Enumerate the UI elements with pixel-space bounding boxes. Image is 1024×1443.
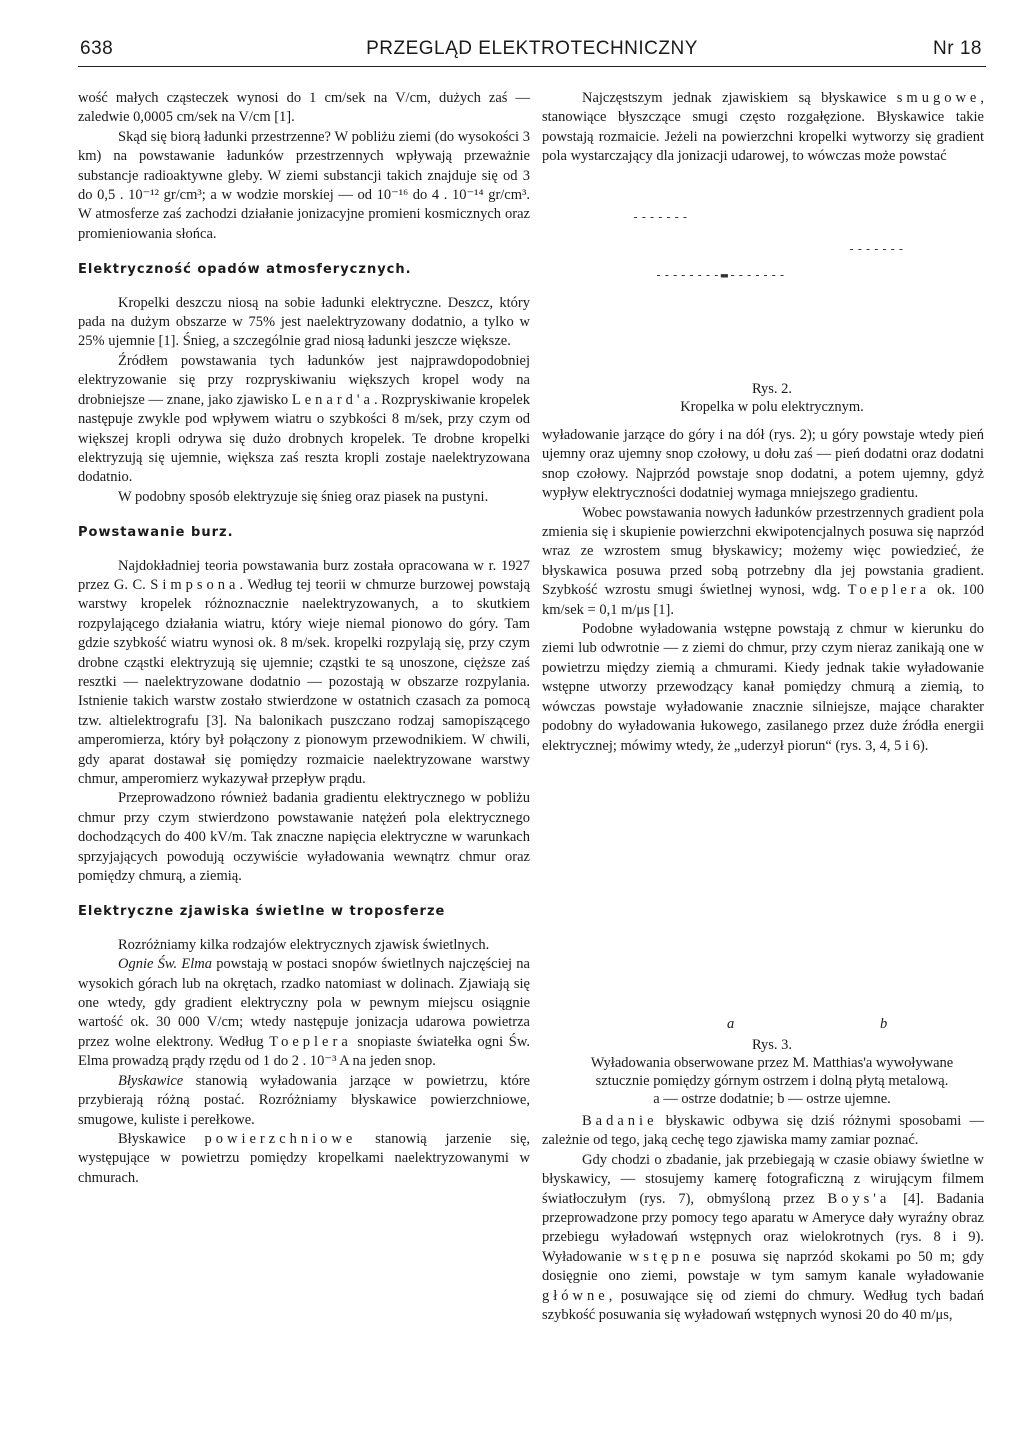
- figure-3-caption: Rys. 3. Wyładowania obserwowane przez M. Matthias'a wywoływane sztucznie pomiędzy górnym ostrzem i dolną płytą metalową. a — ostrze dodatnie; b — ostrze ujemne.: [590, 1037, 954, 1107]
- section-heading: Elektryczność opadów atmosferycznych.: [78, 262, 412, 278]
- left-column: [78, 89, 530, 1188]
- paragraph: Najdokładniej teoria powstawania burz została opracowana w r. 1927 przez G. C. Simpsona. Według tej teorii w chmurze burzowej powstają warstwy kropelek różnoznacznie naelektryzowanych, a to skutkiem rozpylającego działania wiatru, który wieje niemal pionowo do góry. Tam gdzie szybkość wiatru wynosi ok. 8 m/sek. kropelki rozpylają się, przy czym drobne cząstki elektryzują się ujemnie; cząstki te są unoszone, cięższe zaś resztki — naelektryzowane dodatnio — pozostają w obszarze rozpylania. Istnienie takich warstw zostało stwierdzone w ostatnich czasach za pomocą tzw. altielektrografu [3]. Na balonikach puszczano rodzaj samopiszącego amperomierza, który był połączony z pionowym przewodnikiem. W chwili, gdy aparat dostawał się pomiędzy rozmaicie naelektryzowane warstwy chmur, amperomierz wykazywał przepływ prądu.: [78, 557, 530, 787]
- term: Błyskawice: [118, 1072, 184, 1089]
- paragraph: Najczęstszym jednak zjawiskiem są błyskawice smugowe, stanowiące błyszczące smugi często rozgałęzione. Błyskawice takie powstają rozmaicie. Jeżeli na powierzchni kropelki wytworzy się gradient pola wystarczający dla jonizacji udarowej, to wówczas może powstać: [542, 90, 984, 165]
- figure-2-mark: --------▬-------: [655, 268, 787, 282]
- author-name: Boys'a: [827, 1190, 891, 1207]
- right-column-bottom: [542, 1112, 984, 1325]
- term: smugowe: [896, 90, 981, 106]
- section-heading: Powstawanie burz.: [78, 525, 234, 541]
- paragraph: Rozróżniamy kilka rodzajów elektrycznych zjawisk świetlnych.: [118, 936, 490, 953]
- right-column-top: [542, 89, 984, 167]
- paragraph: Wobec powstawania nowych ładunków przestrzennych gradient pola zmienia się i skupienie powierzchni ekwipotencjalnych posuwa się naprzód wraz ze wzrostem smug błyskawicy; możemy więc powiedzieć, że błyskawica posuwa przed sobą potrzebny dla jej powstania gradient. Szybkość wzrostu smugi świetlnej wynosi, wdg. Toeplera ok. 100 km/sek = 0,1 m/μs [1].: [542, 504, 985, 618]
- author-name: Lenard'a: [291, 391, 374, 408]
- issue-number: Nr 18: [933, 38, 982, 59]
- term: Ognie Św. Elma: [118, 956, 212, 973]
- paragraph: Błyskawice stanowią wyładowania jarzące w powietrzu, które przybierają różną postać. Rozróżniamy błyskawice powierzchniowe, smugowe, kuliste i perełkowe.: [78, 1072, 530, 1128]
- journal-title: PRZEGLĄD ELEKTROTECHNICZNY: [366, 38, 698, 59]
- term: Badanie: [582, 1113, 658, 1129]
- paragraph: wość małych cząsteczek wynosi do 1 cm/sek na V/cm, dużych zaś — zaledwie 0,0005 cm/sek na V/cm [1].: [78, 90, 530, 126]
- author-name: Toeplera: [847, 582, 931, 599]
- author-name: Simpsona: [150, 576, 240, 593]
- figure-2-caption: Rys. 2. Kropelka w polu elektrycznym.: [680, 381, 864, 415]
- figure-3-label-b: b: [880, 1016, 888, 1032]
- term: powierzchniowe: [204, 1130, 357, 1147]
- paragraph: wyładowanie jarzące do góry i na dół (rys. 2); u góry powstaje wtedy pień ujemny oraz ujemny snop czołowy, u dołu zaś — pień dodatni oraz dodatni snop czołowy. Najprzód powstaje snop dodatni, a potem ujemny, gdyż wypływ elektryczności dodatniej wymaga mniejszego gradientu.: [542, 427, 984, 502]
- paragraph: Źródłem powstawania tych ładunków jest najprawdopodobniej elektryzowanie się przy rozpryskiwaniu większych kropel wody na drobniejsze — znane, jako zjawisko Lenard'a. Rozpryskiwanie kropelek następuje zwykle pod wpływem wiatru o szybkości 8 m/sek, przy czym od większej kropli odrywa się dużo drobnych kropelek. Te drobne kropelki elektryzują się ujemnie, większa zaś reszta kropli zostaje naelektryzowana dodatnio.: [78, 352, 530, 486]
- paragraph: W podobny sposób elektryzuje się śnieg oraz piasek na pustyni.: [118, 488, 489, 505]
- figure-2-mark: -‑‑-‑--: [848, 242, 906, 256]
- paragraph: Skąd się biorą ładunki przestrzenne? W pobliżu ziemi (do wysokości 3 km) na powstawanie ładunków przestrzennych wpływają przeważnie substancje radioaktywne gleby. W ziemi substancji takich znajduje się od 3 do 0,5 . 10⁻¹² gr/cm³; a w wodzie morskiej — od 10⁻¹⁶ do 4 . 10⁻¹⁴ gr/cm³. W atmosferze zaś zachodzi działanie jonizacyjne promieni kosmicznych oraz promieniowania słońca.: [78, 128, 530, 242]
- term: wstępne: [628, 1248, 705, 1265]
- section-heading: Elektryczne zjawiska świetlne w troposferze: [78, 904, 446, 920]
- page-header: [78, 38, 986, 67]
- paragraph: Przeprowadzono również badania gradientu elektrycznego w pobliżu chmur przy czym stwierdzono powstawanie natężeń pola elektrycznego dochodzących do 400 kV/m. Tak znaczne napięcia elektryczne w warunkach sprzyjających powodują oczywiście wyładowania wewnątrz chmur oraz pomiędzy chmurą, a ziemią.: [78, 790, 530, 885]
- paragraph: Gdy chodzi o zbadanie, jak przebiegają w czasie obiawy świetlne w błyskawicy, — stosujemy kamerę fotograficzną z wirującym filmem światłoczułym (rys. 7), obmyśloną przez Boys'a [4]. Badania przeprowadzone przy pomocy tego aparatu w Ameryce dały wyraźny obraz przebiegu wyładowań wstępnych oraz wielokrotnych (rys. 8 i 9). Wyładowanie wstępne posuwa się naprzód skokami po 50 m; gdy dosięgnie ono ziemi, powstaje w tym samym kanale wyładowanie główne, posuwające się od ziemi do chmury. Według tych badań szybkość posuwania się wyładowań wstępnych wynosi 20 do 40 m/μs,: [542, 1151, 985, 1324]
- figure-2-mark: ------‑: [632, 210, 690, 224]
- paragraph: Kropelki deszczu niosą na sobie ładunki elektryczne. Deszcz, który pada na dużym obszarze w 75% jest naelektryzowany dodatnio, a tylko w 25% ujemnie [1]. Śnieg, a szczególnie grad niosą ładunki jeszcze większe.: [78, 294, 530, 350]
- paragraph: Błyskawice powierzchniowe stanowią jarzenie się, występujące w powietrzu pomiędzy kropelkami naelektryzowanymi w chmurach.: [78, 1130, 531, 1186]
- paragraph: Badanie błyskawic odbywa się dziś różnymi sposobami — zależnie od tego, jaką cechę tego zjawiska mamy zamiar poznać.: [542, 1113, 984, 1149]
- author-name: Toeplera: [269, 1033, 352, 1050]
- page-number: 638: [80, 38, 114, 59]
- right-column-middle: [542, 426, 984, 756]
- term: główne: [542, 1287, 609, 1304]
- paragraph: Ognie Św. Elma powstają w postaci snopów świetlnych najczęściej na wysokich górach lub na okrętach, rzadko natomiast w dolinach. Zjawiają się one wtedy, gdy gradient elektryczny pola w pewnym miejscu osiągnie wartość ok. 30 000 V/cm; wtedy następuje jonizacja udarowa powietrza przez wolne elektrony. Według Toeplera snopiaste światełka ogni Św. Elma prowadzą prądy rzędu od 1 do 2 . 10⁻³ A na jeden snop.: [78, 956, 530, 1070]
- figure-3-label-a: a: [727, 1016, 735, 1032]
- paragraph: Podobne wyładowania wstępne powstają z chmur w kierunku do ziemi lub odwrotnie — z ziemi do chmur, przy czym nieraz zanikają one w powietrzu między ziemią a chmurami. Kiedy jednak takie wyładowanie wstępne utworzy przewodzący kanał pomiędzy chmurą a ziemią, to wówczas powstaje wyładowanie znacznie silniejsze, mające charakter podobny do wyładowania łukowego, zasilanego przez duże źródła energii elektrycznej; mówimy wtedy, że „uderzył piorun“ (rys. 3, 4, 5 i 6).: [542, 621, 984, 754]
